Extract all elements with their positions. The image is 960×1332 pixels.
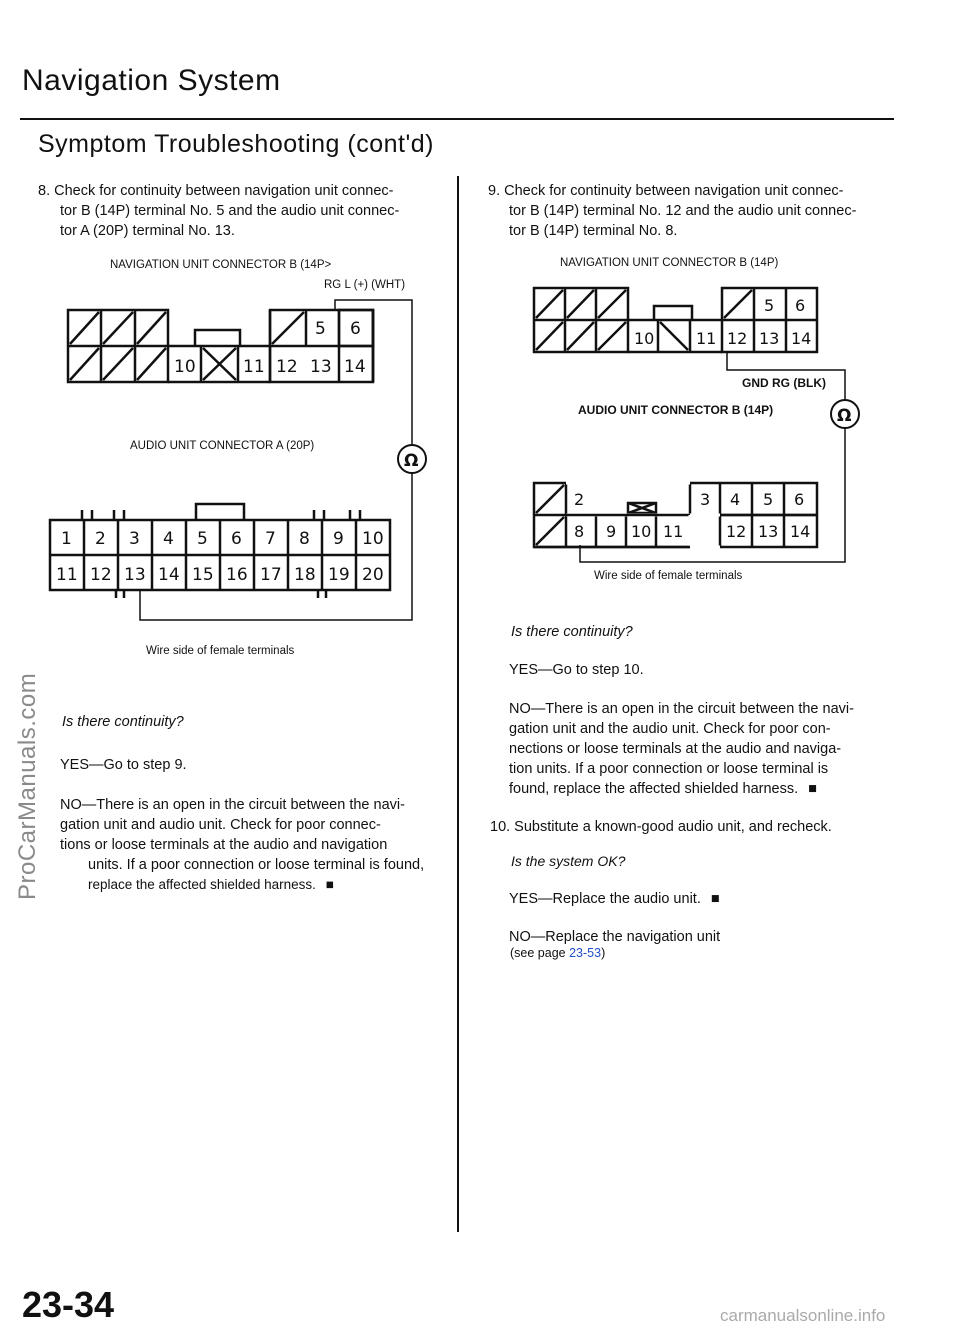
footer-watermark: carmanualsonline.info bbox=[720, 1306, 886, 1325]
audio14p-pin-4: 4 bbox=[730, 490, 741, 509]
step-10-text: 10. Substitute a known-good audio unit, and recheck. bbox=[490, 819, 832, 835]
audio20p-pin-4: 4 bbox=[163, 529, 174, 549]
audio20p-pin-3: 3 bbox=[129, 529, 140, 549]
ohmmeter-symbol-left: Ω bbox=[404, 451, 419, 471]
end-mark-icon: ■ bbox=[325, 877, 334, 892]
audio20p-pin-2: 2 bbox=[95, 529, 106, 549]
step-10-no: NO—Replace the navigation unit bbox=[509, 929, 721, 945]
nav14p-pin-11: 11 bbox=[243, 357, 265, 377]
step-9-no-line-1: NO—There is an open in the circuit between the navi- bbox=[509, 701, 854, 717]
nav14p-r-pin-6: 6 bbox=[795, 296, 806, 315]
nav14p-r-pin-10: 10 bbox=[634, 329, 655, 348]
end-mark-icon: ■ bbox=[710, 891, 720, 907]
audio20p-pin-19: 19 bbox=[328, 565, 350, 585]
audio14p-pin-5: 5 bbox=[763, 490, 774, 509]
step-10-yes-text: YES—Replace the audio unit. bbox=[509, 891, 701, 907]
end-mark-icon: ■ bbox=[808, 781, 817, 797]
title-rule bbox=[20, 118, 894, 120]
nav14p-pin-12: 12 bbox=[276, 357, 298, 377]
see-page-prefix: (see page bbox=[510, 946, 570, 960]
step-9-no-line-2: gation unit and the audio unit. Check for poor con- bbox=[509, 721, 831, 737]
nav14p-r-pin-12: 12 bbox=[727, 329, 748, 348]
audio20p-pin-5: 5 bbox=[197, 529, 208, 549]
nav14p-r-pin-14: 14 bbox=[791, 329, 812, 348]
step-8-no-line-2: gation unit and audio unit. Check for poor connec- bbox=[60, 817, 381, 833]
step-8-no-line-5 bbox=[88, 875, 334, 895]
nav-connector-b-label: NAVIGATION UNIT CONNECTOR B (14P> bbox=[110, 259, 332, 271]
step-8-no-line-3: tions or loose terminals at the audio and navigation bbox=[60, 837, 388, 853]
audio14p-pin-13: 13 bbox=[758, 522, 779, 541]
audio-connector-a-20p bbox=[44, 498, 394, 602]
see-page-suffix: ) bbox=[601, 946, 606, 960]
nav-connector-b-label-right: NAVIGATION UNIT CONNECTOR B (14P) bbox=[560, 257, 779, 269]
step-8-no-line-4: units. If a poor connection or loose terminal is found, bbox=[88, 857, 425, 873]
step-9-question: Is there continuity? bbox=[511, 624, 633, 640]
step-10-yes bbox=[509, 889, 720, 909]
audio20p-pin-9: 9 bbox=[333, 529, 344, 549]
step-9-no-line-4: tion units. If a poor connection or loose terminal is bbox=[509, 761, 829, 777]
audio-connector-b-14p bbox=[530, 475, 830, 555]
see-page-link[interactable]: 23-53 bbox=[569, 946, 602, 960]
see-page-reference bbox=[510, 946, 605, 960]
audio14p-pin-12: 12 bbox=[726, 522, 747, 541]
wire-side-label-right: Wire side of female terminals bbox=[594, 570, 743, 582]
audio-connector-a-label: AUDIO UNIT CONNECTOR A (20P) bbox=[130, 440, 315, 452]
side-watermark: ProCarManuals.com bbox=[14, 672, 41, 900]
audio14p-pin-2: 2 bbox=[574, 490, 585, 509]
step-9-line-2: tor B (14P) terminal No. 12 and the audio unit connec- bbox=[509, 203, 857, 219]
audio20p-pin-1: 1 bbox=[61, 529, 72, 549]
nav14p-pin-13: 13 bbox=[310, 357, 332, 377]
nav14p-r-pin-5: 5 bbox=[764, 296, 775, 315]
audio20p-pin-15: 15 bbox=[192, 565, 214, 585]
audio20p-pin-16: 16 bbox=[226, 565, 248, 585]
step-8-line-3: tor A (20P) terminal No. 13. bbox=[60, 223, 235, 239]
section-subtitle: Symptom Troubleshooting (cont'd) bbox=[38, 130, 434, 158]
wire-label-gnd-rg: GND RG (BLK) bbox=[742, 376, 826, 390]
step-9-line-1: 9. Check for continuity between navigation unit connec- bbox=[488, 183, 844, 199]
step-9-yes: YES—Go to step 10. bbox=[509, 662, 644, 678]
nav14p-pin-10: 10 bbox=[174, 357, 196, 377]
step-8-no-line-5-text: replace the affected shielded harness. bbox=[88, 877, 316, 892]
audio20p-pin-18: 18 bbox=[294, 565, 316, 585]
step-10-question: Is the system OK? bbox=[511, 853, 626, 869]
step-9-line-3: tor B (14P) terminal No. 8. bbox=[509, 223, 678, 239]
audio20p-pin-13: 13 bbox=[124, 565, 146, 585]
audio20p-pin-10: 10 bbox=[362, 529, 384, 549]
step-9-no-line-3: nections or loose terminals at the audio and naviga- bbox=[509, 741, 842, 757]
audio14p-pin-11: 11 bbox=[663, 522, 684, 541]
nav14p-pin-6: 6 bbox=[350, 319, 361, 339]
audio20p-pin-7: 7 bbox=[265, 529, 276, 549]
audio20p-pin-8: 8 bbox=[299, 529, 310, 549]
page-title: Navigation System bbox=[22, 64, 281, 97]
column-divider bbox=[457, 176, 459, 1232]
nav14p-r-pin-11: 11 bbox=[696, 329, 717, 348]
step-8-question: Is there continuity? bbox=[62, 714, 184, 730]
audio-connector-b-label: AUDIO UNIT CONNECTOR B (14P) bbox=[578, 403, 774, 417]
step-9-no-line-5-text: found, replace the affected shielded harness. bbox=[509, 781, 799, 797]
wire-side-label-left: Wire side of female terminals bbox=[146, 645, 295, 657]
audio20p-pin-11: 11 bbox=[56, 565, 78, 585]
audio20p-pin-14: 14 bbox=[158, 565, 180, 585]
audio20p-pin-12: 12 bbox=[90, 565, 112, 585]
audio14p-pin-3: 3 bbox=[700, 490, 711, 509]
page-number: 23-34 bbox=[22, 1284, 115, 1325]
ohmmeter-symbol-right: Ω bbox=[837, 406, 852, 426]
step-8-line-1: 8. Check for continuity between navigation unit connec- bbox=[38, 183, 394, 199]
wire-label-rgl: RG L (+) (WHT) bbox=[324, 279, 406, 291]
audio14p-pin-9: 9 bbox=[606, 522, 617, 541]
nav14p-pin-5: 5 bbox=[315, 319, 326, 339]
nav14p-pin-14: 14 bbox=[344, 357, 366, 377]
audio20p-pin-6: 6 bbox=[231, 529, 242, 549]
step-9-no-line-5 bbox=[509, 779, 817, 799]
step-8-line-2: tor B (14P) terminal No. 5 and the audio unit connec- bbox=[60, 203, 400, 219]
audio14p-pin-10: 10 bbox=[631, 522, 652, 541]
audio20p-pin-20: 20 bbox=[362, 565, 384, 585]
nav14p-r-pin-13: 13 bbox=[759, 329, 780, 348]
audio20p-pin-17: 17 bbox=[260, 565, 282, 585]
audio14p-pin-8: 8 bbox=[574, 522, 585, 541]
step-8-no-line-1: NO—There is an open in the circuit between the navi- bbox=[60, 797, 405, 813]
audio14p-pin-14: 14 bbox=[790, 522, 811, 541]
step-8-yes: YES—Go to step 9. bbox=[60, 757, 187, 773]
audio14p-pin-6: 6 bbox=[794, 490, 805, 509]
